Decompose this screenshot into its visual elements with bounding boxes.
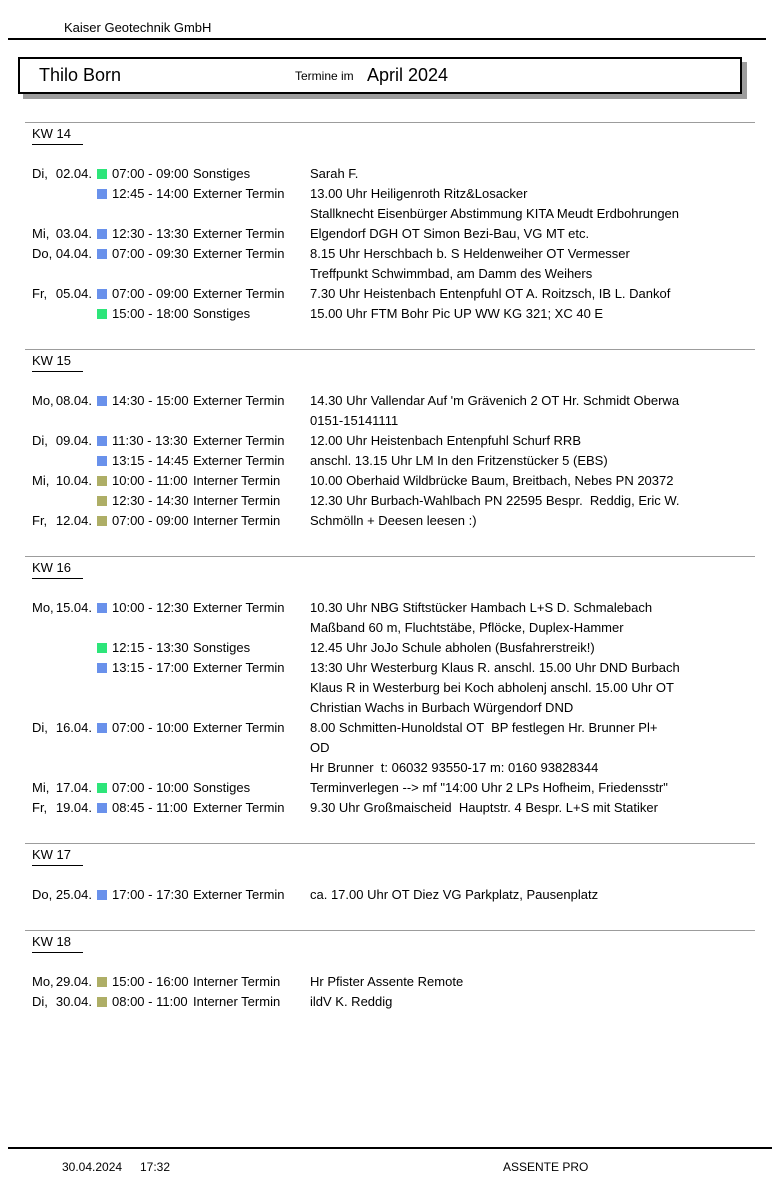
time-range: 12:30 - 13:30 [112,226,189,241]
category-label: Sonstiges [193,780,251,795]
description-line: 10.00 Oberhaid Wildbrücke Baum, Breitbach, Nebes PN 20372 [310,473,674,488]
category-label: Externer Termin [193,226,285,241]
footer [0,1147,780,1187]
date-label: 29.04. [55,974,92,989]
category-color-square [97,289,107,299]
description-line: Christian Wachs in Burbach Würgendorf DND [310,700,574,715]
description-line: 0151-15141111 [310,413,399,428]
appointment-row [25,598,755,638]
time-range: 07:00 - 10:00 [112,780,189,795]
week-section [25,843,755,905]
category-color-square [97,516,107,526]
description-line: Sarah F. [310,166,359,181]
description-line: Elgendorf DGH OT Simon Bezi-Bau, VG MT etc. [310,226,590,241]
description-line: 12.30 Uhr Burbach-Wahlbach PN 22595 Bespr. Reddig, Eric W. [310,493,680,508]
day-cell [32,511,92,531]
description [310,972,755,992]
category-color-square [97,977,107,987]
appointment-row [25,244,755,284]
description-line: 9.30 Uhr Großmaischeid Hauptstr. 4 Bespr. L+S mit Statiker [310,800,658,815]
time-range: 13:15 - 14:45 [112,453,189,468]
appointment-row [25,431,755,451]
category-label: Externer Termin [193,800,285,815]
date-label: 17.04. [55,780,92,795]
description [310,284,755,304]
appointment-row [25,224,755,244]
day-cell [32,972,92,992]
appointment-row [25,164,755,184]
date-label: 25.04. [55,887,92,902]
category-label: Interner Termin [193,994,281,1009]
appointment-row [25,391,755,431]
appointment-row [25,718,755,778]
category-color-square [97,603,107,613]
weekday-label: Di, [32,166,48,181]
time-range: 12:30 - 14:30 [112,493,189,508]
weekday-label: Mi, [32,780,50,795]
termine-im-label: Termine im [295,69,354,83]
category-label: Externer Termin [193,660,285,675]
day-cell [32,598,92,618]
description [310,391,755,431]
person-name: Thilo Born [39,65,122,85]
date-label: 02.04. [55,166,92,181]
print-date: 30.04.2024 [62,1160,123,1174]
month-title: April 2024 [367,65,449,85]
category-label: Externer Termin [193,186,285,201]
description [310,885,755,905]
day-cell [32,164,92,184]
weekday-label: Fr, [32,800,48,815]
weekday-label: Mi, [32,473,50,488]
category-label: Sonstiges [193,640,251,655]
company-name: Kaiser Geotechnik GmbH [64,20,212,35]
category-color-square [97,643,107,653]
description [310,778,755,798]
time-range: 07:00 - 09:00 [112,286,189,301]
category-label: Sonstiges [193,306,251,321]
time-range: 08:00 - 11:00 [112,994,188,1009]
category-label: Interner Termin [193,513,281,528]
description-line: 13.00 Uhr Heiligenroth Ritz&Losacker [310,186,528,201]
category-label: Interner Termin [193,493,281,508]
day-cell [32,798,92,818]
appointment-row [25,885,755,905]
category-color-square [97,456,107,466]
appointment-list [25,972,755,1012]
category-color-square [97,169,107,179]
appointment-row [25,972,755,992]
category-label: Externer Termin [193,887,285,902]
day-cell [32,992,92,1012]
description-line: 10.30 Uhr NBG Stiftstücker Hambach L+S D. Schmalebach [310,600,653,615]
category-color-square [97,309,107,319]
description [310,658,755,718]
category-label: Interner Termin [193,473,281,488]
date-label: 16.04. [55,720,92,735]
time-range: 12:45 - 14:00 [112,186,189,201]
description-line: Schmölln + Deesen leesen :) [310,513,477,528]
category-color-square [97,783,107,793]
appointment-row [25,638,755,658]
category-color-square [97,803,107,813]
category-color-square [97,249,107,259]
date-label: 09.04. [55,433,92,448]
appointment-row [25,284,755,304]
week-label: KW 16 [32,559,83,579]
section-rule [25,556,755,557]
section-rule [25,930,755,931]
date-label: 19.04. [55,800,92,815]
time-range: 17:00 - 17:30 [112,887,189,902]
print-time: 17:32 [140,1160,171,1174]
day-cell [32,718,92,738]
day-cell [32,471,92,491]
weekday-label: Mo, [32,393,54,408]
category-label: Externer Termin [193,453,285,468]
time-range: 07:00 - 10:00 [112,720,189,735]
time-range: 10:00 - 12:30 [112,600,189,615]
section-rule [25,843,755,844]
time-range: 15:00 - 18:00 [112,306,189,321]
title-box [18,57,742,94]
appointment-row [25,511,755,531]
category-color-square [97,496,107,506]
category-color-square [97,997,107,1007]
description [310,451,755,471]
date-label: 05.04. [55,286,92,301]
time-range: 08:45 - 11:00 [112,800,188,815]
category-color-square [97,229,107,239]
description [310,471,755,491]
day-cell [32,431,92,451]
weekday-label: Di, [32,720,48,735]
time-range: 07:00 - 09:30 [112,246,189,261]
category-color-square [97,663,107,673]
description [310,638,755,658]
week-label: KW 15 [32,352,83,372]
week-section [25,349,755,531]
description-line: Maßband 60 m, Fluchtstäbe, Pflöcke, Duplex-Hammer [310,620,624,635]
category-label: Externer Termin [193,393,285,408]
appointment-row [25,491,755,511]
time-range: 13:15 - 17:00 [112,660,189,675]
time-range: 07:00 - 09:00 [112,166,189,181]
section-rule [25,122,755,123]
date-label: 10.04. [55,473,92,488]
description-line: Treffpunkt Schwimmbad, am Damm des Weihers [310,266,593,281]
day-cell [32,885,92,905]
description-line: Klaus R in Westerburg bei Koch abholenj anschl. 15.00 Uhr OT [310,680,674,695]
category-label: Interner Termin [193,974,281,989]
description [310,598,755,638]
weekday-label: Fr, [32,286,48,301]
appointment-list [25,885,755,905]
time-range: 11:30 - 13:30 [112,433,188,448]
description [310,511,755,531]
appointment-list [25,598,755,818]
category-color-square [97,723,107,733]
category-label: Externer Termin [193,433,285,448]
week-label: KW 14 [32,125,83,145]
description [310,992,755,1012]
description-line: 12.45 Uhr JoJo Schule abholen (Busfahrerstreik!) [310,640,595,655]
category-color-square [97,476,107,486]
description-line: 7.30 Uhr Heistenbach Entenpfuhl OT A. Roitzsch, IB L. Dankof [310,286,671,301]
category-color-square [97,436,107,446]
appointment-row [25,778,755,798]
description [310,304,755,324]
appointment-row [25,451,755,471]
week-section [25,930,755,1012]
category-color-square [97,189,107,199]
description [310,224,755,244]
description-line: Hr Pfister Assente Remote [310,974,464,989]
category-color-square [97,890,107,900]
appointment-row [25,184,755,224]
category-label: Externer Termin [193,720,285,735]
time-range: 15:00 - 16:00 [112,974,189,989]
weekday-label: Do, [32,887,53,902]
appointment-row [25,304,755,324]
description-line: OD [310,740,330,755]
sections [25,122,755,1037]
category-label: Sonstiges [193,166,251,181]
date-label: 30.04. [55,994,92,1009]
date-label: 08.04. [55,393,92,408]
description-line: ildV K. Reddig [310,994,393,1009]
appointment-row [25,992,755,1012]
description-line: anschl. 13.15 Uhr LM In den Fritzenstücker 5 (EBS) [310,453,608,468]
day-cell [32,391,92,411]
description [310,431,755,451]
appointment-list [25,391,755,531]
description-line: Hr Brunner t: 06032 93550-17 m: 0160 93828344 [310,760,599,775]
week-label: KW 17 [32,846,83,866]
description-line: 14.30 Uhr Vallendar Auf 'm Grävenich 2 OT Hr. Schmidt Oberwa [310,393,680,408]
time-range: 14:30 - 15:00 [112,393,189,408]
appointment-row [25,471,755,491]
weekday-label: Di, [32,994,48,1009]
category-label: Externer Termin [193,246,285,261]
weekday-label: Mi, [32,226,50,241]
description-line: 15.00 Uhr FTM Bohr Pic UP WW KG 321; XC 40 E [310,306,604,321]
day-cell [32,244,92,264]
description [310,491,755,511]
appointment-row [25,798,755,818]
day-cell [32,224,92,244]
weekday-label: Mo, [32,600,54,615]
week-section [25,122,755,324]
week-section [25,556,755,818]
category-label: Externer Termin [193,286,285,301]
date-label: 04.04. [55,246,92,261]
date-label: 15.04. [55,600,92,615]
date-label: 03.04. [55,226,92,241]
category-color-square [97,396,107,406]
weekday-label: Mo, [32,974,54,989]
description-line: ca. 17.00 Uhr OT Diez VG Parkplatz, Pausenplatz [310,887,599,902]
weekday-label: Do, [32,246,53,261]
category-label: Externer Termin [193,600,285,615]
section-rule [25,349,755,350]
footer-rule [8,1147,772,1149]
time-range: 07:00 - 09:00 [112,513,189,528]
description-line: 13:30 Uhr Westerburg Klaus R. anschl. 15.00 Uhr DND Burbach [310,660,680,675]
description-line: Stallknecht Eisenbürger Abstimmung KITA Meudt Erdbohrungen [310,206,680,221]
description-line: 12.00 Uhr Heistenbach Entenpfuhl Schurf RRB [310,433,581,448]
time-range: 10:00 - 11:00 [112,473,188,488]
appointment-row [25,658,755,718]
app-name: ASSENTE PRO [503,1160,589,1174]
appointment-list [25,164,755,324]
weekday-label: Di, [32,433,48,448]
time-range: 12:15 - 13:30 [112,640,189,655]
header-rule [8,38,766,40]
description [310,164,755,184]
week-label: KW 18 [32,933,83,953]
description [310,718,755,778]
weekday-label: Fr, [32,513,48,528]
day-cell [32,284,92,304]
date-label: 12.04. [55,513,92,528]
description [310,798,755,818]
description-line: 8.15 Uhr Herschbach b. S Heldenweiher OT Vermesser [310,246,630,261]
description-line: Terminverlegen --> mf "14:00 Uhr 2 LPs Hofheim, Friedensstr" [310,780,668,795]
description-line: 8.00 Schmitten-Hunoldstal OT BP festlegen Hr. Brunner Pl+ [310,720,658,735]
day-cell [32,778,92,798]
description [310,244,755,284]
description [310,184,755,224]
